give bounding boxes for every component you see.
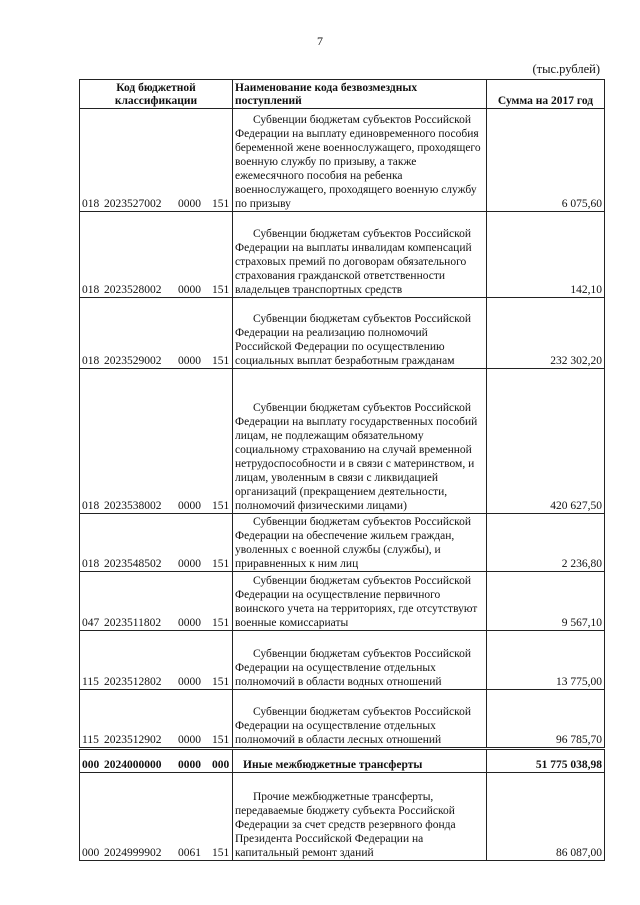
amount-cell: 13 775,00 (487, 631, 605, 690)
code-cell: 018 2023527002 0000 151 (80, 109, 233, 212)
amount-cell: 420 627,50 (487, 369, 605, 514)
code-cell: 000 2024000000 0000 000 (80, 749, 233, 773)
name-cell: Субвенции бюджетам субъектов Российской Федерации на выплату единовременного пособия беременной жене военнослужащего, проходящего военную службу по призыву, а также ежемесячного пособия на ребенка военнослужащего, проходящего военную службу по призыву (233, 109, 487, 212)
name-cell: Субвенции бюджетам субъектов Российской Федерации на осуществление первичного воинского учета на территориях, где отсутствуют военные комиссариаты (233, 572, 487, 631)
table-row (80, 690, 605, 749)
amount-cell: 232 302,20 (487, 298, 605, 369)
code-cell: 115 2023512802 0000 151 (80, 631, 233, 690)
amount-cell: 2 236,80 (487, 514, 605, 572)
table-row (80, 109, 605, 212)
amount-cell: 51 775 038,98 (487, 749, 605, 773)
amount-cell: 96 785,70 (487, 690, 605, 749)
name-cell: Субвенции бюджетам субъектов Российской Федерации на реализацию полномочий Российской Федерации по осуществлению социальных выплат безработным гражданам (233, 298, 487, 369)
table-row-total (80, 749, 605, 773)
name-cell: Субвенции бюджетам субъектов Российской Федерации на выплаты инвалидам компенсаций страховых премий по договорам обязательного страхования гражданской ответственности владельцев транспортных средств (233, 212, 487, 298)
code-cell: 018 2023548502 0000 151 (80, 514, 233, 572)
code-cell: 115 2023512902 0000 151 (80, 690, 233, 749)
amount-cell: 9 567,10 (487, 572, 605, 631)
code-cell: 000 2024999902 0061 151 (80, 773, 233, 861)
header-code: Код бюджетной классификации (80, 80, 233, 109)
name-cell: Субвенции бюджетам субъектов Российской Федерации на осуществление отдельных полномочий в области лесных отношений (233, 690, 487, 749)
code-cell: 018 2023528002 0000 151 (80, 212, 233, 298)
header-sum: Сумма на 2017 год (487, 80, 605, 109)
table-header-row (80, 80, 605, 109)
name-cell: Иные межбюджетные трансферты (233, 749, 487, 773)
name-cell: Прочие межбюджетные трансферты, передаваемые бюджету субъекта Российской Федерации за счет средств резервного фонда Президента Российской Федерации на капитальный ремонт зданий (233, 773, 487, 861)
page-number: 7 (317, 34, 323, 48)
code-cell: 018 2023529002 0000 151 (80, 298, 233, 369)
header-name: Наименование кода безвозмездных поступлений (233, 80, 487, 109)
table-row (80, 369, 605, 514)
table-row (80, 572, 605, 631)
name-cell: Субвенции бюджетам субъектов Российской Федерации на осуществление отдельных полномочий в области водных отношений (233, 631, 487, 690)
table-row (80, 631, 605, 690)
budget-table (79, 79, 605, 861)
table-row (80, 298, 605, 369)
name-cell: Субвенции бюджетам субъектов Российской Федерации на обеспечение жильем граждан, уволенных с военной службы (службы), и приравненных к ним лиц (233, 514, 487, 572)
amount-cell: 6 075,60 (487, 109, 605, 212)
table-row (80, 514, 605, 572)
amount-cell: 86 087,00 (487, 773, 605, 861)
name-cell: Субвенции бюджетам субъектов Российской Федерации на выплату государственных пособий лицам, не подлежащим обязательному социальному страхованию на случай временной нетрудоспособности и в связи с материнством, и лицам, уволенным в связи с ликвидацией организаций (прекращением деятельности, полномочий физическими лицами) (233, 369, 487, 514)
table-row (80, 773, 605, 861)
units-label: (тыс.рублей) (532, 62, 600, 76)
table-row (80, 212, 605, 298)
code-cell: 047 2023511802 0000 151 (80, 572, 233, 631)
code-cell: 018 2023538002 0000 151 (80, 369, 233, 514)
amount-cell: 142,10 (487, 212, 605, 298)
